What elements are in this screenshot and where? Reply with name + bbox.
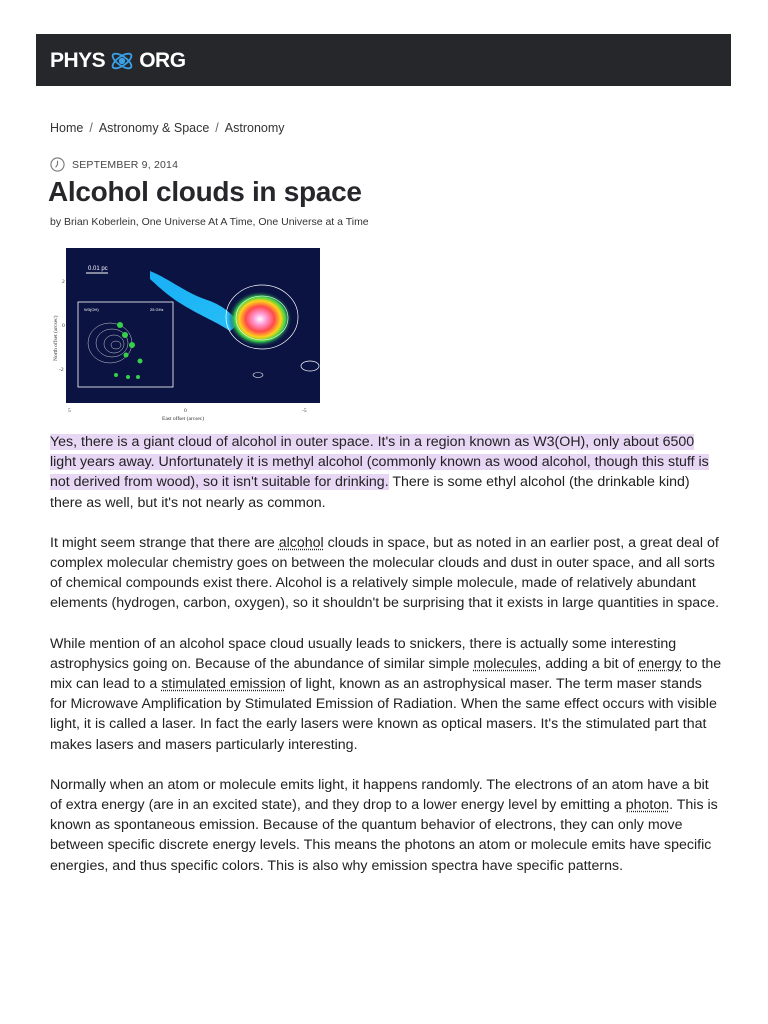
paragraph-4 [50,775,722,876]
y-tick: 0 [62,323,65,329]
article-date: SEPTEMBER 9, 2014 [72,158,179,171]
article-figure[interactable] [50,243,330,425]
paragraph-text: clouds in space, but as noted in an earlier post, a great deal of complex molecular chemistry goes on between the molecular clouds and dust in outer space, and all sorts of chemical compounds exist there. Alcohol is a relatively simple molecule, made of relatively abundant elements (hydrogen, carbon, oxygen), so it shouldn't be surprising that it exists in large quantities in space. [50,534,720,612]
paragraph-1 [50,432,722,513]
x-tick: 0 [184,408,187,414]
paragraph-text: of light, known as an astrophysical maser. The term maser stands for Microwave Amplification by Stimulated Emission of Radiation. When the same effect occurs with visible light, it is called a laser. In fact the early lasers were known as optical masers. It's the stimulated part that makes lasers and masers particularly interesting. [50,676,717,753]
paragraph-3 [50,634,722,755]
breadcrumb-home[interactable]: Home [50,121,84,135]
paragraph-text: . This is known as spontaneous emission. Because of the quantum behavior of electrons, they can only move between specific discrete energy levels. This means the photons an atom or molecule emits have specific energies, and thus specific colors. This is also why emission spectra have specific patterns. [50,797,718,874]
article-byline: by Brian Koberlein, One Universe At A Time, One Universe at a Time [50,216,369,228]
breadcrumb-separator: / [215,121,219,135]
site-header [36,34,731,86]
y-axis-label: North offset (arcsec) [53,315,59,361]
link-stimulated-emission[interactable]: stimulated emission [161,676,286,693]
paragraph-text: While mention of an alcohol space cloud usually leads to snickers, there is actually some interesting astrophysics going on. Because of the abundance of similar simple [50,635,677,672]
highlighted-text: Yes, there is a giant cloud of alcohol in outer space. It's in a region known as W3(OH), only about 6500 light years away. Unfortunately it is methyl alcohol (commonly known as wood alcohol, though this stuff is not derived from wood), so it isn't suitable for drinking. [50,434,709,491]
link-alcohol[interactable]: alcohol [278,534,324,551]
link-molecules[interactable]: molecules [473,655,538,672]
clock-icon [50,157,65,172]
breadcrumb [50,121,285,135]
y-tick: -2 [59,367,64,373]
article-body [50,432,722,896]
x-axis-label: East offset (arcsec) [162,416,205,422]
site-logo[interactable] [50,48,186,74]
link-photon[interactable]: photon [625,797,670,814]
breadcrumb-astronomy-space[interactable]: Astronomy & Space [98,121,210,135]
paragraph-text: , adding a bit of [537,655,639,672]
paragraph-2 [50,533,722,614]
scale-label: 0.01 pc [88,266,108,272]
article-title: Alcohol clouds in space [48,176,362,207]
paragraph-text: to the mix can lead to a [50,655,722,693]
link-energy[interactable]: energy [638,655,682,672]
cloud-core [228,291,292,347]
paragraph-text: There is some ethyl alcohol (the drinkable kind) there as well, but it's not nearly as common. [50,474,690,511]
inset-panel [78,302,173,387]
paragraph-text: Normally when an atom or molecule emits light, it happens randomly. The electrons of an atom have a bit of extra energy (are in an excited state), and they drop to a lower energy level by emitting a [50,776,709,814]
x-tick: -5 [302,408,307,414]
y-tick: 2 [62,279,65,285]
logo-text-right: ORG [139,49,186,72]
atom-icon [109,48,135,74]
inset-label-right: 25 GHz [150,307,164,312]
x-tick: 5 [68,408,71,414]
breadcrumb-astronomy[interactable]: Astronomy [224,121,285,135]
article-dateline [50,157,178,172]
inset-label-left: W3(OH) [84,307,99,312]
paragraph-text: It might seem strange that there are [50,534,279,551]
breadcrumb-separator: / [89,121,93,135]
logo-text-left: PHYS [50,49,106,72]
